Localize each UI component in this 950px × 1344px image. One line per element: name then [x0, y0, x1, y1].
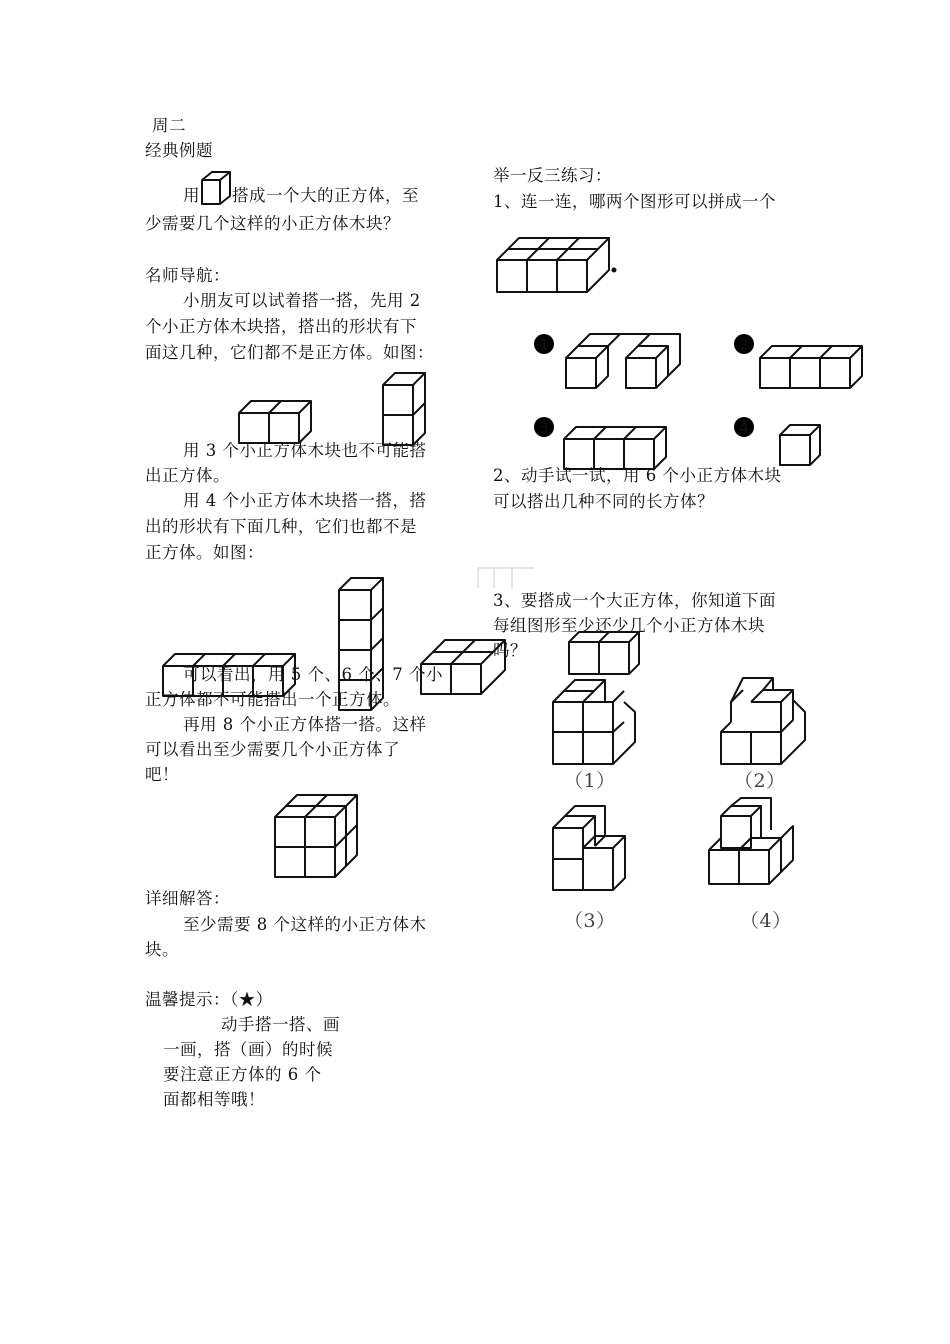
- tip-line4: 面都相等哦！: [163, 1090, 265, 1109]
- q3-line1: 3、要搭成一个大正方体，你知道下面: [493, 591, 776, 610]
- q3-figure-4: [706, 796, 802, 886]
- scan-artifact: [474, 562, 544, 592]
- q3-line2: 每组图形至少还少几个小正方体木块: [493, 616, 765, 635]
- q3-label-2: （2）: [734, 770, 786, 792]
- guide-p3-line2: 出的形状有下面几种，它们也都不是: [145, 517, 417, 536]
- q2-line2: 可以搭出几种不同的长方体？: [493, 492, 714, 511]
- day-label: 周二: [152, 116, 186, 135]
- svg-text:1: 1: [539, 336, 549, 354]
- guide-p3-line1: 用 4 个小正方体木块搭一搭，搭: [183, 491, 427, 510]
- q1-text: 1、连一连，哪两个图形可以拼成一个: [493, 192, 776, 211]
- guide-p2-line2: 出正方体。: [145, 466, 230, 485]
- small-cube-icon: [200, 170, 234, 206]
- guide-p4-line2: 正方体都不可能搭出一个正方体。: [145, 690, 400, 709]
- guide-p4-line1: 可以看出，用 5 个、6 个、7 个小: [183, 665, 443, 684]
- question-line-1: 搭成一个大的正方体，至: [232, 186, 419, 205]
- practice-title: 举一反三练习：: [493, 166, 612, 185]
- svg-text:4: 4: [739, 419, 749, 437]
- tip-line1: 动手搭一搭、画: [221, 1015, 340, 1034]
- q3-figure-2: [718, 676, 814, 766]
- q2-line1: 2、动手试一试，用 6 个小正方体木块: [493, 466, 782, 485]
- guide-p5-line1: 再用 8 个小正方体搭一搭。这样: [183, 715, 427, 734]
- tip-line2: 一画，搭（画）的时候: [163, 1040, 333, 1059]
- eight-cubes-figure: [272, 793, 367, 879]
- q3-label-4: （4）: [740, 910, 792, 932]
- q3-sample-figure: [566, 630, 646, 678]
- q1-option-1-figure: [530, 330, 690, 392]
- svg-text:2: 2: [739, 336, 749, 354]
- q1-option-2-figure: [730, 330, 870, 392]
- tip-line3: 要注意正方体的 6 个: [163, 1065, 322, 1084]
- q1-target-figure: [494, 236, 629, 294]
- answer-line1: 至少需要 8 个这样的小正方体木: [183, 915, 427, 934]
- guide-p3-line3: 正方体。如图：: [145, 543, 264, 562]
- guide-p1-line2: 个小正方体木块搭，搭出的形状有下: [145, 317, 417, 336]
- two-cubes-vertical-figure: [380, 370, 430, 448]
- tip-title: 温馨提示：（★）: [145, 990, 273, 1009]
- guide-p2-line1: 用 3 个小正方体木块也不可能搭: [183, 441, 427, 460]
- svg-text:3: 3: [539, 419, 549, 437]
- q3-label-3: （3）: [564, 910, 616, 932]
- guide-p5-line2: 可以看出至少需要几个小正方体了: [145, 740, 400, 759]
- section-title: 经典例题: [145, 141, 213, 160]
- answer-line2: 块。: [145, 940, 179, 959]
- q3-line3: 吗？: [493, 641, 527, 660]
- guide-title: 名师导航：: [145, 266, 230, 285]
- question-line-2: 少需要几个这样的小正方体木块？: [145, 214, 400, 233]
- guide-p1-line3: 面这几种，它们都不是正方体。如图：: [145, 343, 434, 362]
- answer-title: 详细解答：: [145, 889, 230, 908]
- q3-figure-3: [550, 802, 642, 892]
- guide-p5-line3: 吧！: [145, 765, 179, 784]
- guide-p1-line1: 小朋友可以试着搭一搭，先用 2: [183, 291, 421, 310]
- q3-figure-1: [550, 676, 642, 766]
- question-pre: 用: [183, 186, 200, 205]
- q3-label-1: （1）: [564, 770, 616, 792]
